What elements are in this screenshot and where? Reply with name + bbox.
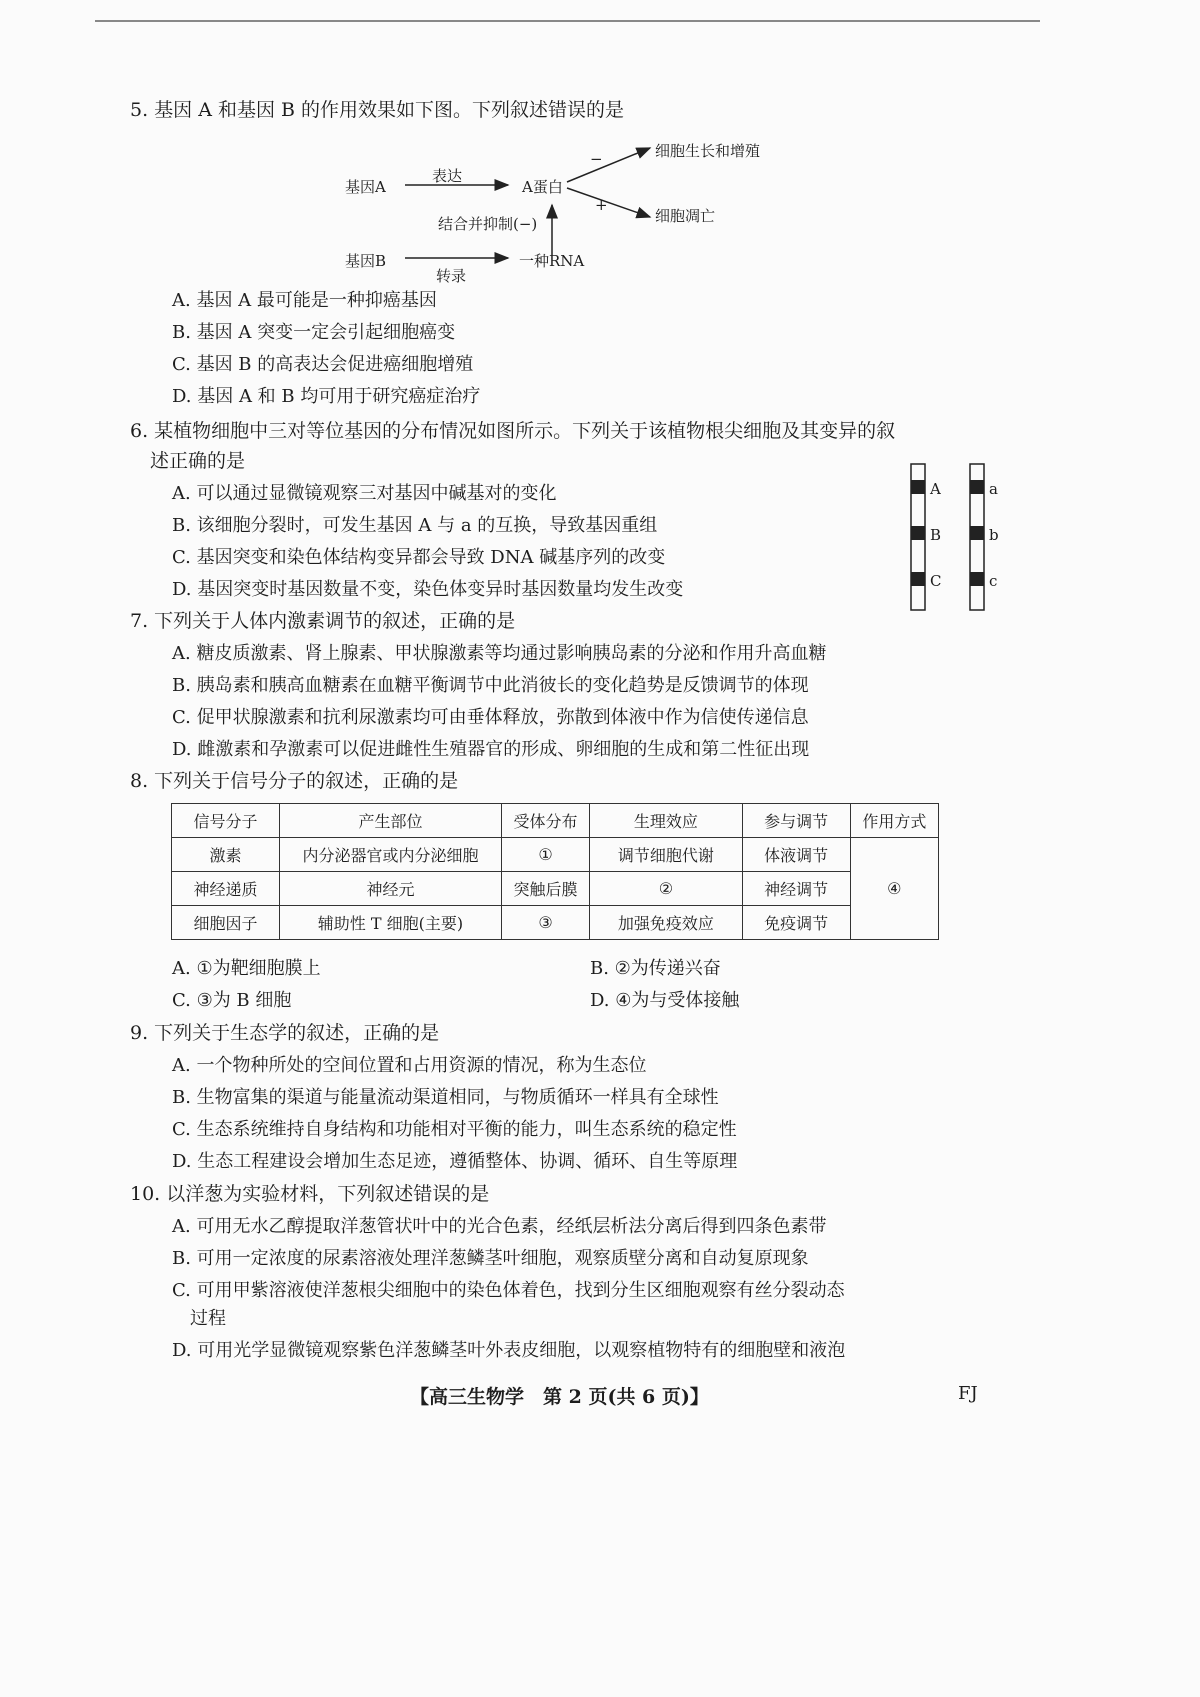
q10-option-a: A. 可用无水乙醇提取洋葱管状叶中的光合色素，经纸层析法分离后得到四条色素带 [172, 1216, 827, 1237]
table-header: 产生部位 [280, 804, 502, 838]
table-cell: 调节细胞代谢 [590, 838, 743, 872]
apoptosis-label: 细胞凋亡 [655, 207, 716, 225]
growth-arrow [567, 148, 650, 182]
scan-edge-line [95, 20, 1040, 22]
table-cell: 突触后膜 [501, 872, 589, 906]
page-footer-code: FJ [958, 1383, 978, 1404]
q6-option-d: D. 基因突变时基因数量不变，染色体变异时基因数量均发生改变 [172, 579, 684, 600]
allele-b: b [989, 526, 999, 544]
table-header: 受体分布 [501, 804, 589, 838]
gene-b-label: 基因B [345, 252, 387, 270]
allele-c: c [989, 572, 998, 590]
table-row [172, 872, 939, 906]
q7-option-d: D. 雌激素和孕激素可以促进雌性生殖器官的形成、卵细胞的生成和第二性征出现 [172, 739, 810, 760]
q5-option-c: C. 基因 B 的高表达会促进癌细胞增殖 [172, 354, 474, 375]
allele-a: a [989, 480, 998, 498]
table-cell: 神经递质 [172, 872, 280, 906]
q9-option-c: C. 生态系统维持自身结构和功能相对平衡的能力，叫生态系统的稳定性 [172, 1119, 737, 1140]
q6-stem-line2: 述正确的是 [150, 450, 246, 472]
q9-option-d: D. 生态工程建设会增加生态足迹，遵循整体、协调、循环、自生等原理 [172, 1151, 738, 1172]
table-cell: 免疫调节 [742, 906, 850, 940]
table-cell-merged: ④ [850, 838, 938, 940]
gene-a-label: 基因A [345, 178, 386, 196]
q10-option-c-continued: 过程 [190, 1308, 226, 1329]
bind-inhibit-label: 结合并抑制(−) [438, 215, 538, 233]
minus-sign: − [590, 150, 603, 168]
table-header: 作用方式 [850, 804, 938, 838]
q8-option-a: A. ①为靶细胞膜上 [172, 958, 321, 979]
allele-B: B [930, 526, 942, 544]
allele-C: C [930, 572, 942, 590]
q5-stem: 5. 基因 A 和基因 B 的作用效果如下图。下列叙述错误的是 [130, 99, 625, 121]
table-header: 参与调节 [742, 804, 850, 838]
apoptosis-arrow [567, 188, 650, 217]
table-header-row [172, 804, 939, 838]
table-cell: ③ [501, 906, 589, 940]
table-cell: 神经元 [280, 872, 502, 906]
q5-option-a: A. 基因 A 最可能是一种抑癌基因 [172, 290, 437, 311]
q6-option-a: A. 可以通过显微镜观察三对基因中碱基对的变化 [172, 483, 557, 504]
q7-option-c: C. 促甲状腺激素和抗利尿激素均可由垂体释放，弥散到体液中作为信使传递信息 [172, 707, 809, 728]
q5-option-b: B. 基因 A 突变一定会引起细胞癌变 [172, 322, 456, 343]
table-cell: 辅助性 T 细胞(主要) [280, 906, 502, 940]
table-cell: 细胞因子 [172, 906, 280, 940]
table-cell: 激素 [172, 838, 280, 872]
table-cell: 体液调节 [742, 838, 850, 872]
q8-option-c: C. ③为 B 细胞 [172, 990, 292, 1011]
page-footer-title: 【高三生物学 第 2 页(共 6 页)】 [410, 1386, 709, 1408]
a-protein-label: A蛋白 [522, 178, 563, 196]
growth-label: 细胞生长和增殖 [655, 142, 761, 160]
signal-molecule-table [171, 803, 939, 940]
table-cell: ① [501, 838, 589, 872]
q8-stem: 8. 下列关于信号分子的叙述，正确的是 [130, 770, 459, 792]
q10-option-c: C. 可用甲紫溶液使洋葱根尖细胞中的染色体着色，找到分生区细胞观察有丝分裂动态 [172, 1280, 845, 1301]
q10-option-b: B. 可用一定浓度的尿素溶液处理洋葱鳞茎叶细胞，观察质壁分离和自动复原现象 [172, 1248, 809, 1269]
table-cell: 内分泌器官或内分泌细胞 [280, 838, 502, 872]
q7-option-a: A. 糖皮质激素、肾上腺素、甲状腺激素等均通过影响胰岛素的分泌和作用升高血糖 [172, 643, 827, 664]
table-row [172, 838, 939, 872]
table-cell: ② [590, 872, 743, 906]
rna-label: 一种RNA [519, 252, 585, 270]
allele-A: A [930, 480, 941, 498]
q8-option-b: B. ②为传递兴奋 [590, 958, 721, 979]
q8-option-d: D. ④为与受体接触 [590, 990, 740, 1011]
table-cell: 神经调节 [742, 872, 850, 906]
transcribe-label: 转录 [436, 267, 467, 285]
q6-stem-line1: 6. 某植物细胞中三对等位基因的分布情况如图所示。下列关于该植物根尖细胞及其变异的叙 [130, 420, 896, 442]
express-label: 表达 [432, 167, 463, 185]
q10-stem: 10. 以洋葱为实验材料，下列叙述错误的是 [130, 1183, 490, 1205]
table-row [172, 906, 939, 940]
q7-option-b: B. 胰岛素和胰高血糖素在血糖平衡调节中此消彼长的变化趋势是反馈调节的体现 [172, 675, 809, 696]
q9-option-a: A. 一个物种所处的空间位置和占用资源的情况，称为生态位 [172, 1055, 647, 1076]
q10-option-d: D. 可用光学显微镜观察紫色洋葱鳞茎叶外表皮细胞，以观察植物特有的细胞壁和液泡 [172, 1340, 846, 1361]
table-header: 信号分子 [172, 804, 280, 838]
table-cell: 加强免疫效应 [590, 906, 743, 940]
q6-option-b: B. 该细胞分裂时，可发生基因 A 与 a 的互换，导致基因重组 [172, 515, 658, 536]
q6-option-c: C. 基因突变和染色体结构变异都会导致 DNA 碱基序列的改变 [172, 547, 666, 568]
q5-option-d: D. 基因 A 和 B 均可用于研究癌症治疗 [172, 386, 481, 407]
q9-option-b: B. 生物富集的渠道与能量流动渠道相同，与物质循环一样具有全球性 [172, 1087, 719, 1108]
q9-stem: 9. 下列关于生态学的叙述，正确的是 [130, 1022, 440, 1044]
q7-stem: 7. 下列关于人体内激素调节的叙述，正确的是 [130, 610, 516, 632]
table-header: 生理效应 [590, 804, 743, 838]
plus-sign: + [595, 196, 608, 214]
